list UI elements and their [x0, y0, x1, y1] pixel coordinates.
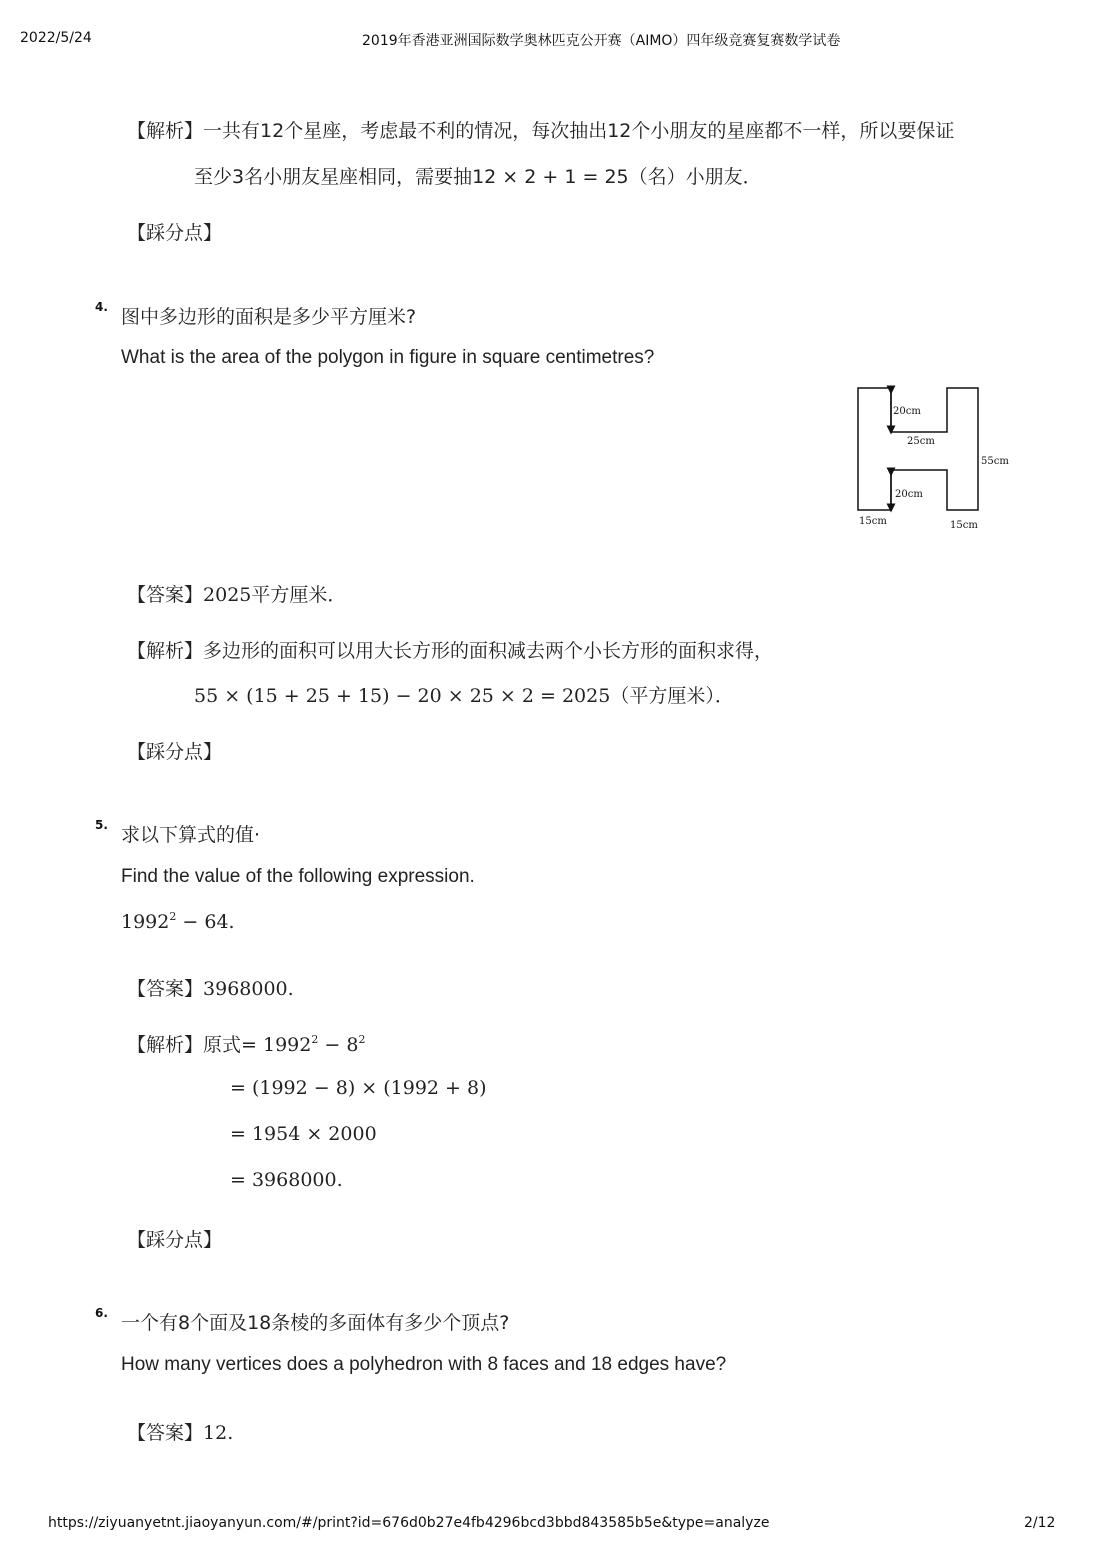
q5-points-tag: 【踩分点】	[127, 1229, 223, 1251]
analysis-expression: 原式= $1992^2 - 8^2$	[203, 1033, 366, 1056]
question-number: 5.	[95, 818, 108, 832]
label-left-leg: 15cm	[859, 516, 887, 527]
analysis-text: 多边形的面积可以用大长方形的面积减去两个小长方形的面积求得，	[203, 640, 774, 662]
label-top-gap: 20cm	[893, 406, 921, 417]
q6-question-cn: 一个有8个面及18条棱的多面体有多少个顶点?	[121, 1312, 510, 1334]
q5-question-cn: 求以下算式的值·	[121, 824, 261, 846]
q5-answer	[127, 974, 294, 1001]
q4-points-tag: 【踩分点】	[127, 741, 223, 763]
footer-url: https://ziyuanyetnt.jiaoyanyun.com/#/print?id=676d0b27e4fb4296bcd3bbd843585b5e&type=analyze	[48, 1515, 770, 1531]
q5-question-en: Find the value of the following expression.	[121, 866, 475, 887]
q5-step-1: = (1992 − 8) × (1992 + 8)	[230, 1077, 487, 1099]
q6-question-en: How many vertices does a polyhedron with 8 faces and 18 edges have?	[121, 1354, 727, 1375]
question-number: 6.	[95, 1306, 108, 1320]
page-header-title: 2019年香港亚洲国际数学奥林匹克公开赛（AIMO）四年级竞赛复赛数学试卷	[362, 33, 841, 49]
q3-points-tag: 【踩分点】	[127, 222, 223, 244]
q4-question-en: What is the area of the polygon in figure in square centimetres?	[121, 347, 655, 368]
analysis-tag: 【解析】	[127, 1034, 204, 1056]
label-bottom-gap: 20cm	[895, 489, 923, 500]
q5-step-2: = 1954 × 2000	[230, 1123, 377, 1145]
label-middle-width: 25cm	[907, 436, 935, 447]
q6-answer	[127, 1418, 233, 1445]
answer-tag: 【答案】	[127, 584, 204, 606]
q5-step-3: = 3968000.	[230, 1169, 343, 1191]
print-date: 2022/5/24	[20, 30, 92, 46]
q3-analysis-line2: 至少3名小朋友星座相同，需要抽12 × 2 + 1 = 25（名）小朋友．	[194, 166, 762, 188]
h-polygon-figure	[850, 380, 1020, 540]
label-height: 55cm	[981, 456, 1009, 467]
answer-tag: 【答案】	[127, 1422, 204, 1444]
q4-answer	[127, 580, 346, 607]
q5-expression: $1992^2 - 64$.	[121, 910, 235, 933]
q3-analysis-line1	[127, 116, 954, 143]
page-number: 2/12	[1024, 1515, 1056, 1531]
q4-question-cn: 图中多边形的面积是多少平方厘米?	[121, 306, 417, 328]
analysis-tag: 【解析】	[127, 640, 204, 662]
analysis-text: 一共有12个星座，考虑最不利的情况，每次抽出12个小朋友的星座都不一样，所以要保证	[203, 120, 955, 142]
answer-tag: 【答案】	[127, 978, 204, 1000]
answer-value: 3968000.	[203, 978, 294, 1000]
analysis-tag: 【解析】	[127, 120, 204, 142]
answer-value: 2025平方厘米．	[203, 584, 347, 606]
answer-value: 12.	[203, 1422, 234, 1444]
q5-analysis-line1	[127, 1030, 365, 1057]
question-number: 4.	[95, 300, 108, 314]
q4-analysis-formula: 55 × (15 + 25 + 15) − 20 × 25 × 2 = 2025（平方厘米）．	[194, 685, 734, 707]
q4-analysis-line1	[127, 636, 773, 663]
label-right-leg: 15cm	[950, 520, 978, 531]
